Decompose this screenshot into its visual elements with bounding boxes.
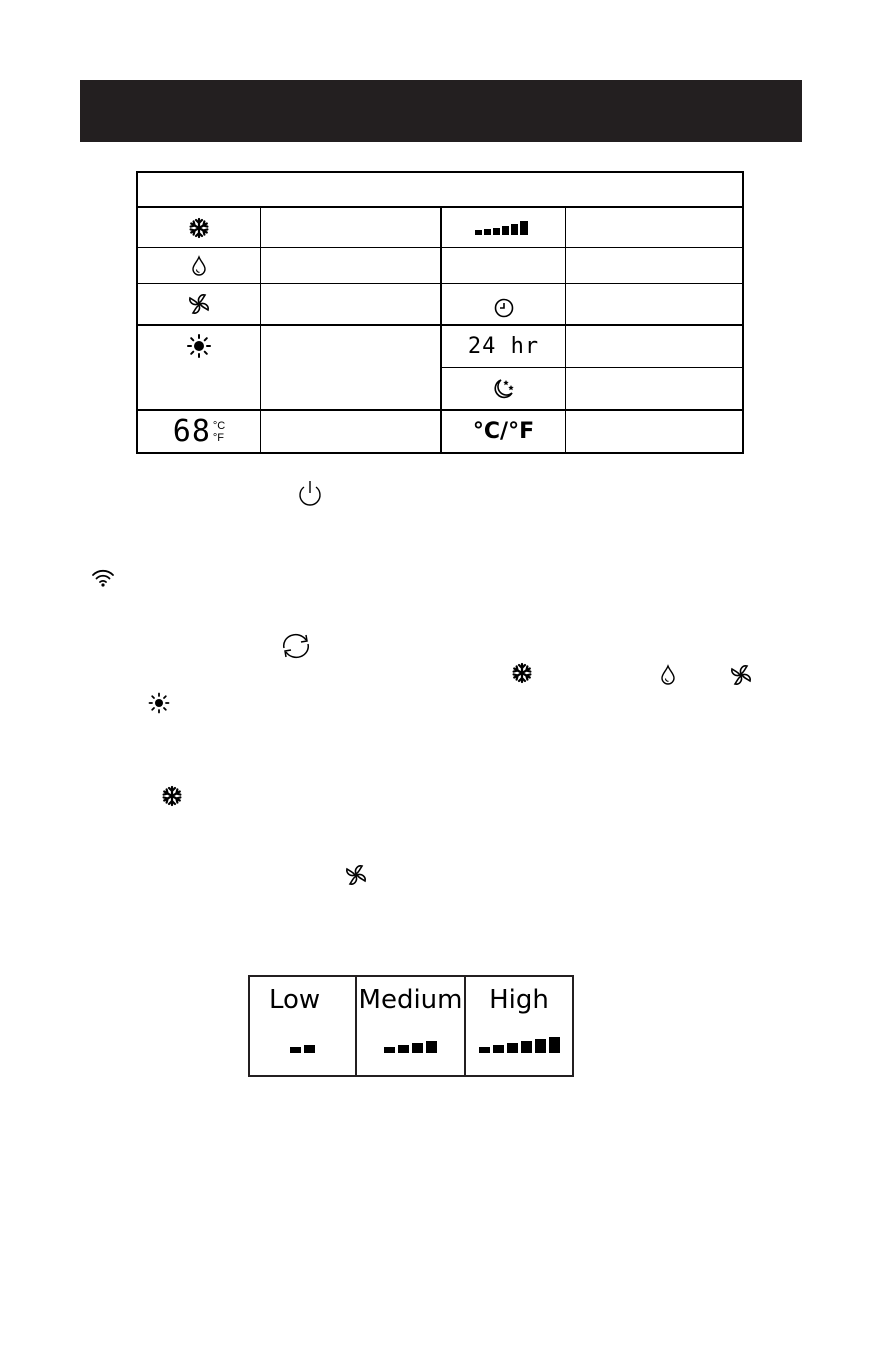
fan-speed-medium-label: Medium: [358, 985, 463, 1015]
fan-speed-bar: [535, 1039, 546, 1053]
mode-cycle-icon: [279, 631, 313, 661]
hours-cell: [442, 326, 565, 367]
fan-icon: [729, 663, 753, 687]
power-icon: [297, 480, 323, 508]
clock-icon: [494, 298, 514, 318]
fan-speed-bar: [507, 1043, 518, 1053]
cool-icon-cell: [138, 208, 260, 247]
fan-speed-bar: [426, 1041, 437, 1053]
timer-icon-cell: [442, 284, 565, 324]
water-drop-icon: [192, 256, 206, 276]
moon-stars-icon: [491, 377, 517, 401]
unit-toggle-label: °C/°F: [472, 419, 535, 444]
fan-icon-cell: [138, 284, 260, 324]
section-header-bar: [80, 80, 802, 142]
fan-speed-medium: [357, 977, 466, 1075]
fan-speed-low: [250, 977, 357, 1075]
fan-speed-bar: [549, 1037, 560, 1053]
fan-speed-high-bars: [466, 1029, 572, 1053]
fan-speed-bar: [521, 1041, 532, 1053]
wifi-icon: [92, 569, 114, 587]
temperature-digits: 68: [172, 413, 211, 449]
fan-icon: [344, 863, 368, 887]
snowflake-icon: [160, 784, 184, 808]
fahrenheit-indicator: °F: [212, 431, 225, 444]
fan-speed-bar: [304, 1045, 315, 1053]
fan-speed-bar: [412, 1043, 423, 1053]
fan-speed-low-bars: [250, 1029, 355, 1053]
temperature-display-cell: [138, 411, 260, 452]
fan-speed-icon-cell: [442, 208, 565, 247]
display-legend-table: [136, 171, 744, 454]
fan-speed-low-label: Low: [269, 985, 321, 1015]
heat-icon-cell: [138, 326, 260, 366]
table-rule: [260, 207, 261, 452]
sun-icon: [148, 692, 170, 714]
unit-toggle-cell: [442, 411, 565, 452]
fan-speed-bar: [290, 1047, 301, 1053]
fan-speed-medium-bars: [357, 1029, 464, 1053]
water-drop-icon: [661, 665, 675, 685]
dry-icon-cell: [138, 248, 260, 283]
celsius-indicator: °C: [212, 419, 226, 432]
fan-speed-bar: [398, 1045, 409, 1053]
fan-speed-levels-box: [248, 975, 574, 1077]
fan-icon: [188, 293, 210, 315]
snowflake-icon: [188, 217, 210, 239]
sleep-icon-cell: [442, 368, 565, 409]
fan-speed-bar: [479, 1047, 490, 1053]
table-rule: [565, 207, 566, 452]
fan-speed-bar: [384, 1047, 395, 1053]
fan-speed-bar: [493, 1045, 504, 1053]
fan-speed-high: [466, 977, 572, 1075]
temperature-units: [213, 420, 225, 444]
snowflake-icon: [510, 661, 534, 685]
sun-icon: [186, 333, 212, 359]
fan-speed-bars-icon: [475, 220, 533, 236]
fan-speed-high-label: High: [489, 985, 549, 1015]
hours-label: 24 hr: [467, 334, 540, 359]
